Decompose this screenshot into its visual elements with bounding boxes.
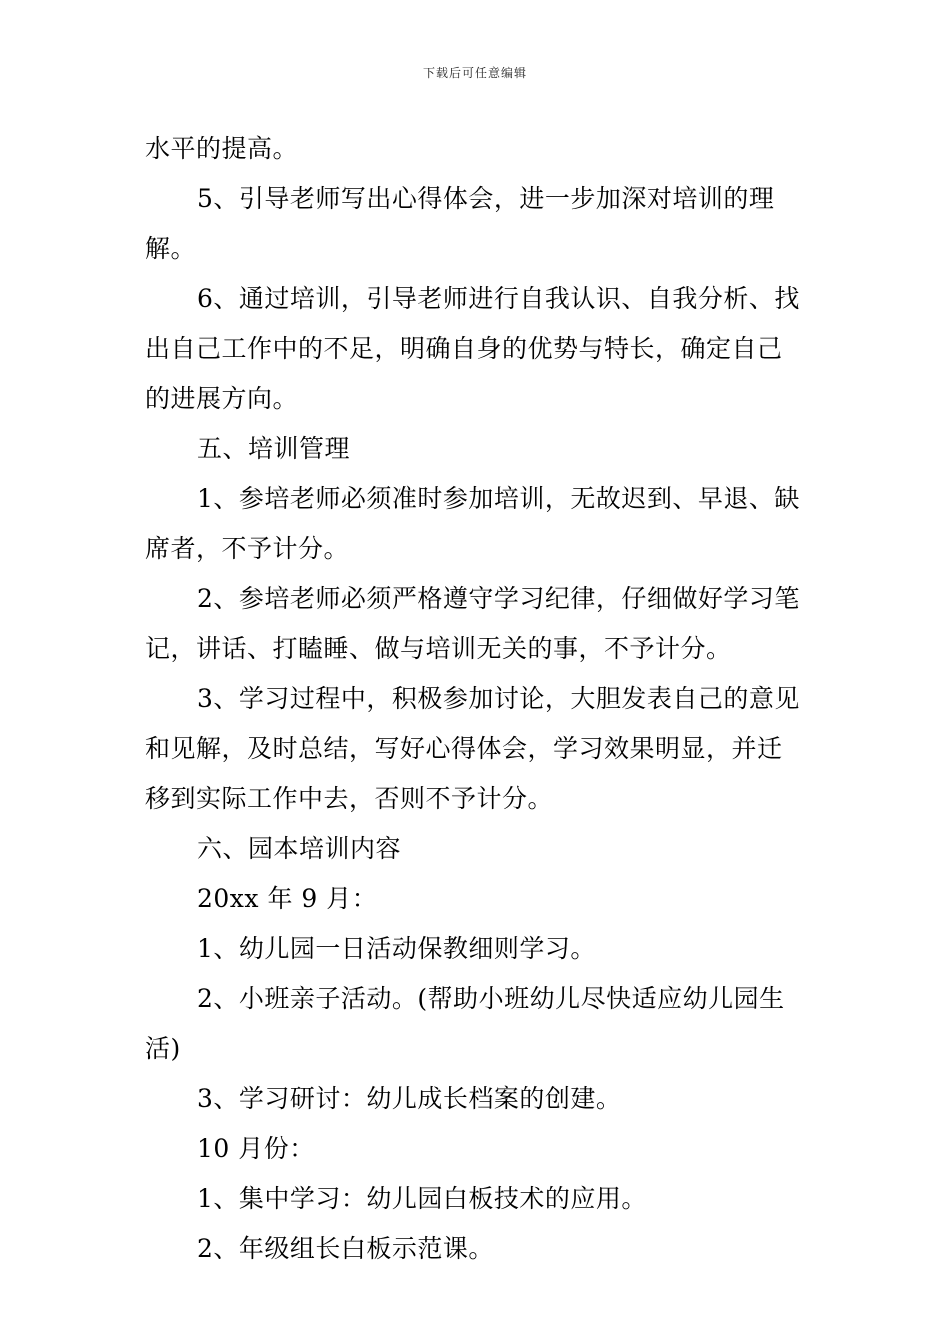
paragraph-rule-1: 1、参培老师必须准时参加培训，无故迟到、早退、缺席者，不予计分。 <box>145 484 800 563</box>
paragraph-item-6: 6、通过培训，引导老师进行自我认识、自我分析、找出自己工作中的不足，明确自身的优势与特长，确定自己的进展方向。 <box>145 284 800 413</box>
page-header-note: 下载后可任意编辑 <box>422 66 527 80</box>
month-heading-october: 10 月份： <box>197 1134 315 1163</box>
section-heading-training-content: 六、园本培训内容 <box>197 834 402 863</box>
document-body <box>145 124 807 1274</box>
paragraph-continuation: 水平的提高。 <box>145 134 299 163</box>
section-heading-training-management: 五、培训管理 <box>197 434 351 463</box>
month-heading-september: 20xx 年 9 月： <box>197 884 378 913</box>
paragraph-rule-3: 3、学习过程中，积极参加讨论，大胆发表自己的意见和见解，及时总结，写好心得体会，学习效果明显，并迁移到实际工作中去，否则不予计分。 <box>145 684 800 813</box>
october-item-1: 1、集中学习：幼儿园白板技术的应用。 <box>197 1184 647 1213</box>
september-item-3: 3、学习研讨：幼儿成长档案的创建。 <box>197 1084 622 1113</box>
paragraph-rule-2: 2、参培老师必须严格遵守学习纪律，仔细做好学习笔记，讲话、打瞌睡、做与培训无关的事，不予计分。 <box>145 584 800 663</box>
september-item-1: 1、幼儿园一日活动保教细则学习。 <box>197 934 596 963</box>
september-item-2: 2、小班亲子活动。(帮助小班幼儿尽快适应幼儿园生活) <box>145 984 785 1063</box>
october-item-2: 2、年级组长白板示范课。 <box>197 1234 494 1263</box>
paragraph-item-5: 5、引导老师写出心得体会，进一步加深对培训的理解。 <box>145 184 775 263</box>
